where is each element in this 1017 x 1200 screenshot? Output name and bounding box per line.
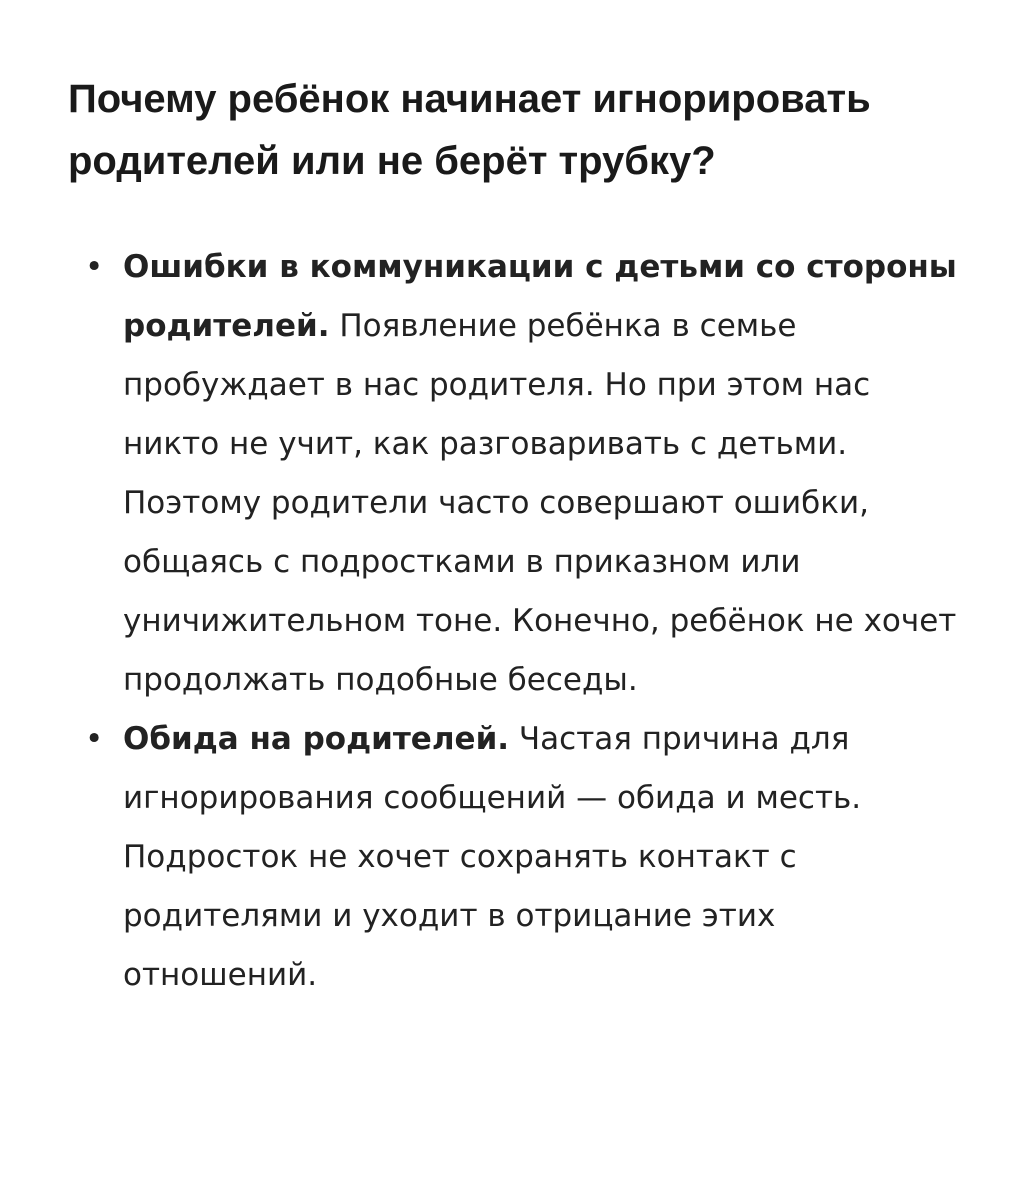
- list-item: [85, 710, 965, 1005]
- item-text: Появление ребёнка в семье пробуждает в нас родителя. Но при этом нас никто не учит, как разговаривать с детьми. Поэтому родители часто совершают ошибки, общаясь с подростками в приказном или уничижительном тоне. Конечно, ребёнок не хочет продолжать подобные беседы.: [123, 308, 957, 698]
- item-text: Частая причина для игнорирования сообщений — обида и месть. Подросток не хочет сохранять контакт с родителями и уходит в отрицание этих отношений.: [123, 721, 862, 993]
- bullet-icon: •: [85, 721, 104, 757]
- reasons-list: [85, 238, 965, 1005]
- item-bold-lead: Ошибки в коммуникации с детьми со стороны родителей.: [123, 249, 957, 344]
- bullet-icon: •: [85, 249, 104, 285]
- list-item: [85, 238, 965, 710]
- article-heading: Почему ребёнок начинает игнорировать родителей или не берёт трубку?: [68, 77, 871, 183]
- item-bold-lead: Обида на родителей.: [123, 721, 510, 757]
